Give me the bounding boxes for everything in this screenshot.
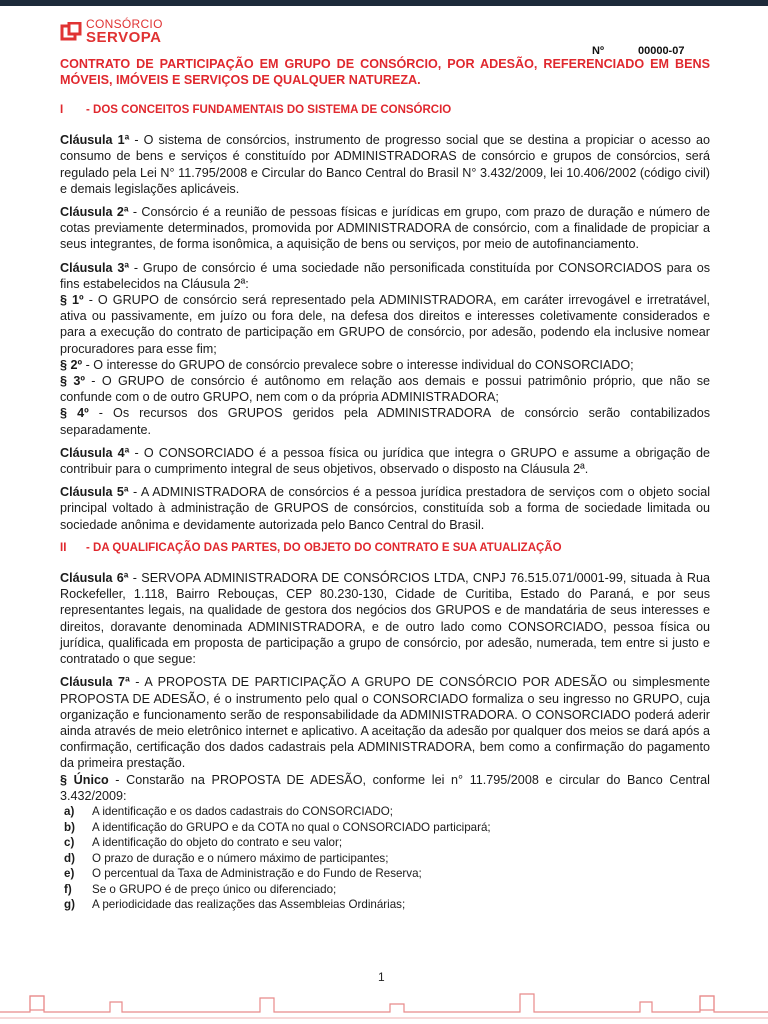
clause-7: Cláusula 7ª - A PROPOSTA DE PARTICIPAÇÃO A GRUPO DE CONSÓRCIO POR ADESÃO ou simplesmente PROPOSTA DE ADESÃO, é o instrumento pelo qual o CONSORCIADO formaliza o seu ingresso no GRUPO, cuja organização e funcionamento serão de responsabilidade da ADMINISTRADORA. O CONSORCIADO poderá aderir ainda através de meio eletrônico internet e aplicativo. A aceitação da adesão por qualquer dos meios se dará após a confirmação, certificação dos dados cadastrais pela ADMINISTRADORA, bem como a confirmação do pagamento da primeira prestação.	[60, 675, 711, 771]
clause-7-sole-paragraph: § Único - Constarão na PROPOSTA DE ADESÃO, conforme lei n° 11.795/2008 e circular do Banco Central 3.432/2009:	[60, 772, 710, 803]
section-heading-1: I - DOS CONCEITOS FUNDAMENTAIS DO SISTEMA DE CONSÓRCIO	[60, 104, 452, 116]
list-item: b) A identificação do GRUPO e da COTA no qual o CONSORCIADO participará;	[64, 820, 491, 834]
footer-decoration	[0, 982, 768, 1024]
brand-line1: CONSÓRCIO	[86, 17, 163, 31]
consorcio-logo-icon	[60, 22, 82, 44]
page-number: 1	[378, 970, 385, 984]
clause-2: Cláusula 2ª - Consórcio é a reunião de pessoas físicas e jurídicas em grupo, com prazo de duração e número de cotas previamente determinados, promovida por ADMINISTRADORA de consórcio, com a finalidade de propiciar a seus integrantes, de forma isonômica, a aquisição de bens ou serviços, por meio de autofinanciamento.	[60, 205, 711, 252]
contract-number-label: Nº	[592, 45, 604, 57]
contract-title: CONTRATO DE PARTICIPAÇÃO EM GRUPO DE CONSÓRCIO, POR ADESÃO, REFERENCIADO EM BENS MÓVEIS, IMÓVEIS E SERVIÇOS DE QUALQUER NATUREZA.	[60, 57, 710, 87]
brand-line2: SERVOPA	[86, 29, 162, 46]
list-item: d) O prazo de duração e o número máximo de participantes;	[64, 851, 389, 865]
list-item: a) A identificação e os dados cadastrais do CONSORCIADO;	[64, 804, 393, 818]
proposal-items-list	[60, 804, 710, 913]
clause-3-paragraph-2: § 2º - O interesse do GRUPO de consórcio prevalece sobre o interesse individual do CONSORCIADO;	[60, 357, 634, 372]
clause-1: Cláusula 1ª - O sistema de consórcios, instrumento de progresso social que se destina a propiciar o acesso ao consumo de bens e serviços é constituído por ADMINISTRADORAS de consórcio e grupos de consórcios, será regulado pela Lei N° 11.795/2008 e Circular do Banco Central do Brasil N° 3.432/2009, lei 10.406/2002 (código civil) e demais legislações aplicáveis.	[60, 133, 710, 196]
clause-5: Cláusula 5ª - A ADMINISTRADORA de consórcios é a pessoa jurídica prestadora de serviços com o objeto social principal voltado à administração de GRUPOS de consórcios, constituída sob a forma de sociedade limitada ou sociedade anônima e devidamente autorizada pelo Banco Central do Brasil.	[60, 485, 710, 532]
clause-3-paragraph-1: § 1º - O GRUPO de consórcio será representado pela ADMINISTRADORA, em caráter irrevogável e irretratável, ativa ou passivamente, em juízo ou fora dele, na defesa dos direitos e interesses coletivamente considerados e para a execução do contrato de participação em GRUPO de consórcio, por adesão, podendo ela inclusive nomear procuradores para esse fim;	[60, 293, 710, 356]
contract-number-value: 00000-07	[637, 45, 685, 57]
list-item: f) Se o GRUPO é de preço único ou diferenciado;	[64, 882, 337, 896]
clause-6: Cláusula 6ª - SERVOPA ADMINISTRADORA DE CONSÓRCIOS LTDA, CNPJ 76.515.071/0001-99, situada à Rua Rockefeller, 1.118, Bairro Rebouças, CEP 80.230-130, Cidade de Curitiba, Estado do Paraná, e por seus representantes legais, na qualidade de gestora dos negócios dos GRUPOS e de mandatária de seus interesses e direitos, doravante denominada ADMINISTRADORA, e de outro lado como CONSORCIADO, pessoa física ou jurídica, qualificada em proposta de participação a grupo de consórcio, por adesão, numerada, tem entre si justo e contratado o que segue:	[60, 571, 711, 667]
top-bar	[0, 0, 768, 6]
clause-3-paragraph-4: § 4º - Os recursos dos GRUPOS geridos pela ADMINISTRADORA de consórcio serão contabilizados separadamente.	[60, 406, 710, 437]
list-item: g) A periodicidade das realizações das Assembleias Ordinárias;	[64, 898, 406, 912]
clause-3-paragraph-3: § 3º - O GRUPO de consórcio é autônomo em relação aos demais e possui patrimônio próprio, que não se confunde com o de outro GRUPO, nem com o da própria ADMINISTRADORA;	[60, 374, 711, 405]
list-item: c) A identificação do objeto do contrato e seu valor;	[64, 836, 343, 850]
clause-4: Cláusula 4ª - O CONSORCIADO é a pessoa física ou jurídica que integra o GRUPO e assume a obrigação de contribuir para o cumprimento integral de seus objetivos, observado o disposto na Cláusula 2ª.	[60, 445, 710, 477]
brand-logo	[60, 16, 200, 48]
clause-3: Cláusula 3ª - Grupo de consórcio é uma sociedade não personificada constituída por CONSORCIADOS para os fins estabelecidos na Cláusula 2ª:	[60, 260, 711, 291]
section-heading-2: II - DA QUALIFICAÇÃO DAS PARTES, DO OBJETO DO CONTRATO E SUA ATUALIZAÇÃO	[60, 541, 562, 554]
document-body	[60, 56, 710, 913]
list-item: e) O percentual da Taxa de Administração e do Fundo de Reserva;	[64, 867, 422, 881]
